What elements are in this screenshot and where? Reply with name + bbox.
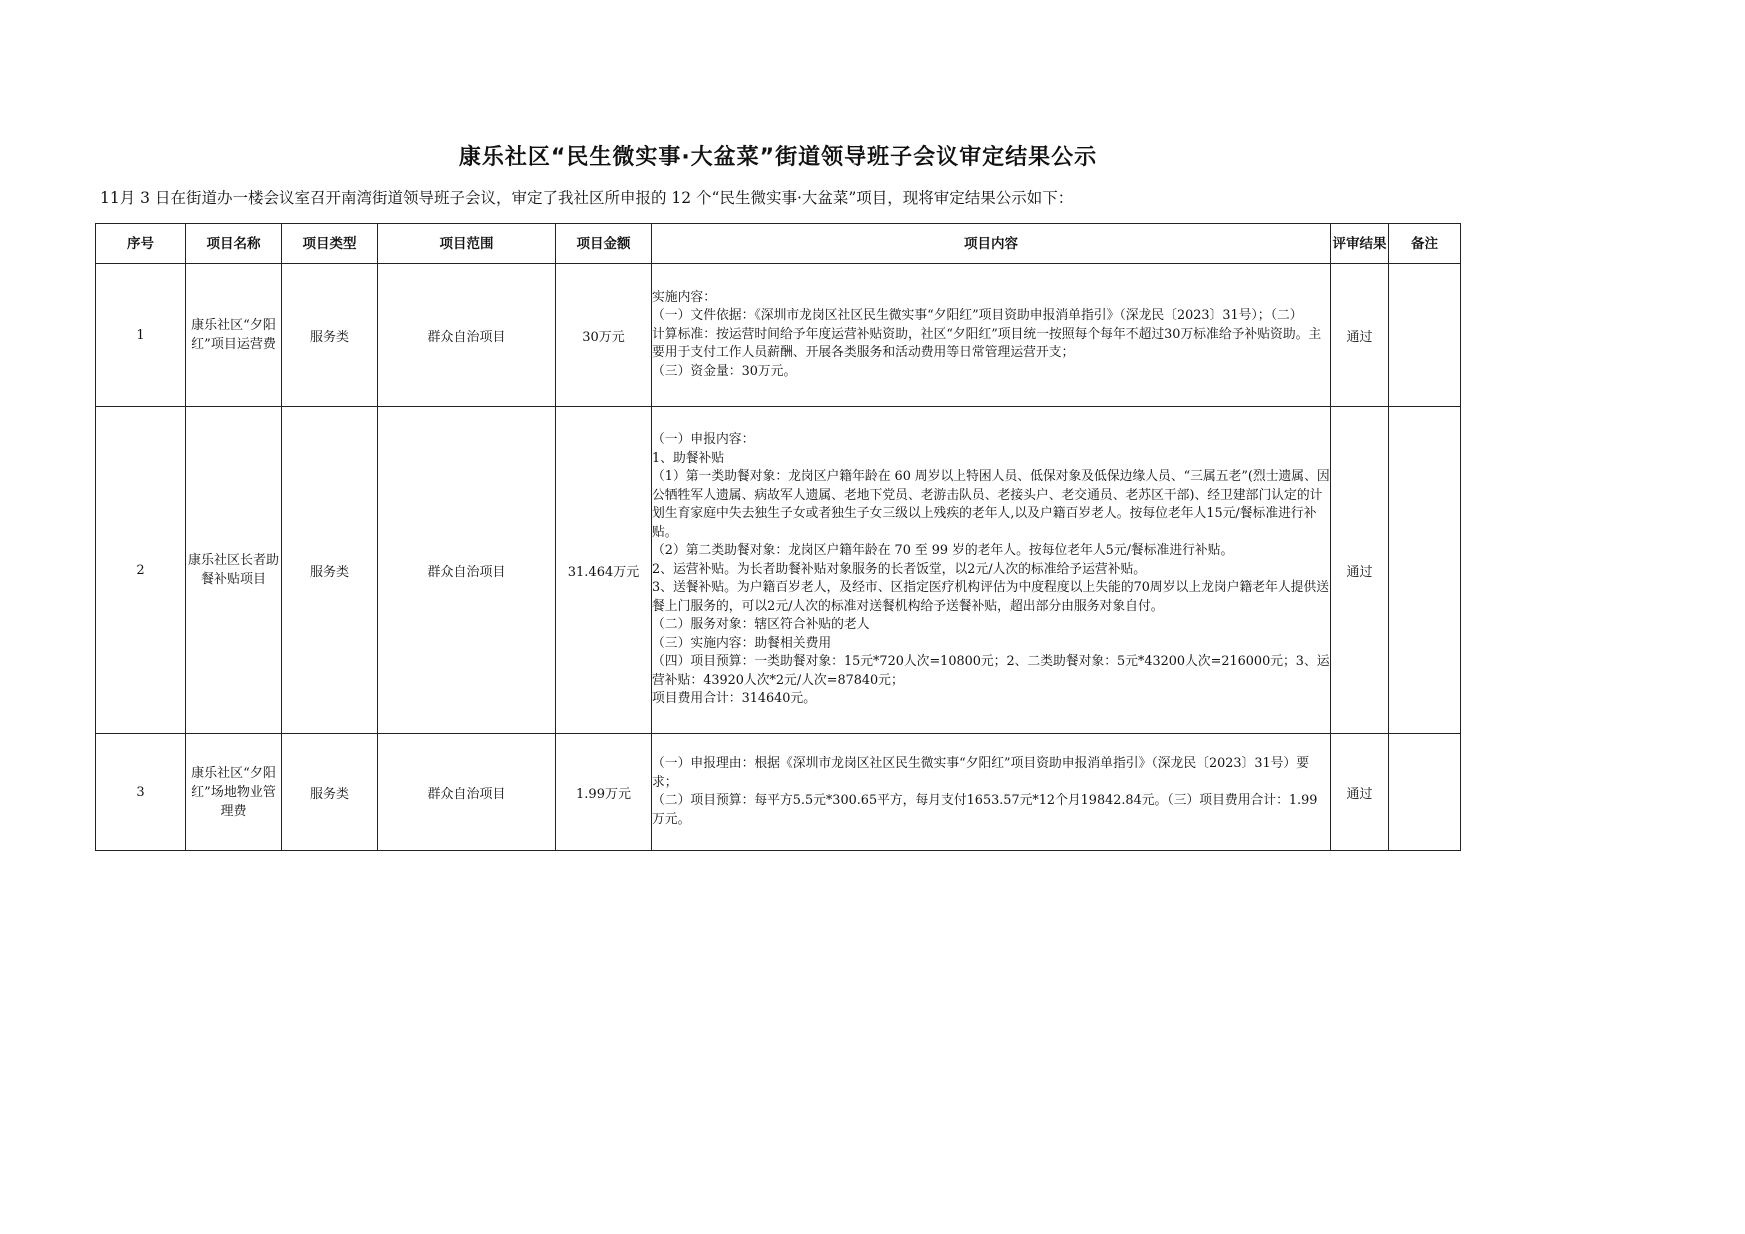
cell-no: 1 xyxy=(96,264,186,407)
content-line: （2）第二类助餐对象：龙岗区户籍年龄在 70 至 99 岁的老年人。按每位老年人5元/餐标准进行补贴。 xyxy=(652,543,1234,559)
header-result: 评审结果 xyxy=(1331,224,1389,264)
cell-name: 康乐社区“夕阳红”项目运营费 xyxy=(186,264,282,407)
cell-remark xyxy=(1389,407,1461,734)
content-line: 2、运营补贴。为长者助餐补贴对象服务的长者饭堂，以2元/人次的标准给予运营补贴。 xyxy=(652,561,1147,577)
header-no: 序号 xyxy=(96,224,186,264)
content-line: 实施内容： xyxy=(652,289,716,305)
cell-amount: 31.464万元 xyxy=(556,407,652,734)
content-line: （二）项目预算：每平方5.5元*300.65平方，每月支付1653.57元*12个月19842.84元。（三）项目费用合计：1.99万元。 xyxy=(652,793,1318,827)
header-content: 项目内容 xyxy=(652,224,1331,264)
cell-name: 康乐社区“夕阳红”场地物业管理费 xyxy=(186,734,282,851)
cell-scope: 群众自治项目 xyxy=(378,734,556,851)
content-line: （1）第一类助餐对象：龙岗区户籍年龄在 60 周岁以上特困人员、低保对象及低保边缘人员、“三属五老”(烈士遗属、因公牺牲军人遗属、病故军人遗属、老地下党员、老游击队员、老接头户、老交通员、老苏区干部)、经卫建部门认定的计划生育家庭中失去独生子女或者独生子女三级以上残疾的老年人,以及户籍百岁老人。按每位老年人15元/餐标准进行补贴。 xyxy=(652,469,1330,540)
cell-result: 通过 xyxy=(1331,734,1389,851)
header-amount: 项目金额 xyxy=(556,224,652,264)
content-line: 计算标准：按运营时间给予年度运营补贴资助，社区“夕阳红”项目统一按照每个每年不超过30万标准给予补贴资助。主要用于支付工作人员薪酬、开展各类服务和活动费用等日常管理运营开支； xyxy=(652,326,1322,361)
cell-amount: 30万元 xyxy=(556,264,652,407)
cell-no: 2 xyxy=(96,407,186,734)
header-remark: 备注 xyxy=(1389,224,1461,264)
table-header-row xyxy=(96,224,1461,264)
content-line: （二）服务对象：辖区符合补贴的老人 xyxy=(652,617,870,633)
content-line: （三）实施内容：助餐相关费用 xyxy=(652,635,832,651)
cell-scope: 群众自治项目 xyxy=(378,264,556,407)
cell-scope: 群众自治项目 xyxy=(378,407,556,734)
results-table xyxy=(95,223,1461,851)
cell-content xyxy=(652,407,1331,734)
cell-remark xyxy=(1389,264,1461,407)
cell-remark xyxy=(1389,734,1461,851)
table-row xyxy=(96,734,1461,851)
cell-name: 康乐社区长者助餐补贴项目 xyxy=(186,407,282,734)
content-line: （一）申报内容： xyxy=(652,432,755,448)
content-line: （三）资金量：30万元。 xyxy=(652,363,797,379)
header-type: 项目类型 xyxy=(282,224,378,264)
header-scope: 项目范围 xyxy=(378,224,556,264)
cell-content xyxy=(652,264,1331,407)
cell-type: 服务类 xyxy=(282,264,378,407)
cell-result: 通过 xyxy=(1331,407,1389,734)
header-name: 项目名称 xyxy=(186,224,282,264)
table-row xyxy=(96,407,1461,734)
cell-result: 通过 xyxy=(1331,264,1389,407)
cell-no: 3 xyxy=(96,734,186,851)
content-line: （一）文件依据：《深圳市龙岗区社区民生微实事“夕阳红”项目资助申报消单指引》（深龙民〔2023〕31号）；（二） xyxy=(652,308,1303,324)
page-title: 康乐社区“民生微实事·大盆菜”街道领导班子会议审定结果公示 xyxy=(458,145,1098,170)
intro-paragraph: 11月 3 日在街道办一楼会议室召开南湾街道领导班子会议，审定了我社区所申报的 12 个“民生微实事·大盆菜”项目，现将审定结果公示如下： xyxy=(100,189,1074,207)
cell-type: 服务类 xyxy=(282,407,378,734)
content-line: 1、助餐补贴 xyxy=(652,450,725,466)
content-line: 3、送餐补贴。为户籍百岁老人，及经市、区指定医疗机构评估为中度程度以上失能的70周岁以上龙岗户籍老年人提供送餐上门服务的，可以2元/人次的标准对送餐机构给予送餐补贴，超出部分由服务对象自付。 xyxy=(652,580,1330,614)
cell-amount: 1.99万元 xyxy=(556,734,652,851)
content-line: 项目费用合计：314640元。 xyxy=(652,691,817,707)
table-row xyxy=(96,264,1461,407)
cell-content xyxy=(652,734,1331,851)
content-line: （一）申报理由：根据《深圳市龙岗区社区民生微实事“夕阳红”项目资助申报消单指引》（深龙民〔2023〕31号）要求； xyxy=(652,756,1309,790)
cell-type: 服务类 xyxy=(282,734,378,851)
content-line: （四）项目预算：一类助餐对象：15元*720人次=10800元；2、二类助餐对象：5元*43200人次=216000元；3、运营补贴：43920人次*2元/人次=87840元； xyxy=(652,654,1330,688)
